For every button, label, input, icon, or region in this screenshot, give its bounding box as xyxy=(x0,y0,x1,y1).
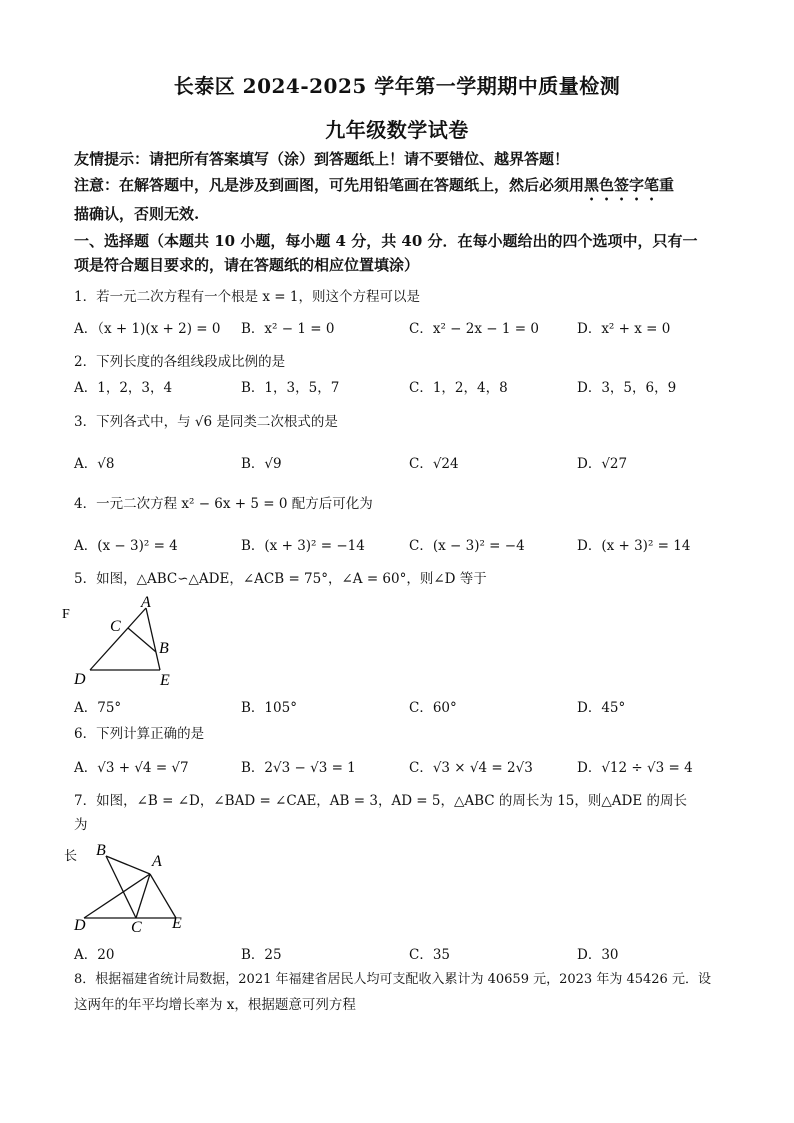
q7-option-c: C．35 xyxy=(409,947,451,963)
q1-option-a: A．（x + 1)(x + 2) = 0 xyxy=(74,321,221,337)
q2-option-d: D．3，5，6，9 xyxy=(577,380,677,396)
figure-q7-triangles xyxy=(60,838,200,934)
q7-option-b: B．25 xyxy=(241,947,282,963)
q5-option-a: A．75° xyxy=(74,700,122,716)
fig7-label-b: B xyxy=(96,842,106,859)
q4-option-c: C．(x − 3)² = −4 xyxy=(409,538,525,554)
q6-option-d: D．√12 ÷ √3 = 4 xyxy=(577,760,693,776)
q5-option-d: D．45° xyxy=(577,700,626,716)
figure-q5-triangles xyxy=(60,592,190,690)
question-1-stem: 1．若一元二次方程有一个根是 x = 1，则这个方程可以是 xyxy=(74,289,420,305)
q1-option-d: D．x² + x = 0 xyxy=(577,321,671,337)
attention-prefix: 注意：在解答题中，凡是涉及到画图，可先用铅笔画在答题纸上，然后必须用 xyxy=(74,176,585,194)
question-2-stem: 2．下列长度的各组线段成比例的是 xyxy=(74,354,286,370)
q5-option-b: B．105° xyxy=(241,700,297,716)
q1-option-c: C．x² − 2x − 1 = 0 xyxy=(409,321,539,337)
question-5-stem: 5．如图，△ABC∽△ADE，∠ACB = 75°，∠A = 60°，则∠D 等于 xyxy=(74,571,487,587)
attention-note xyxy=(74,174,674,204)
page-title: 长泰区 2024-2025 学年第一学期期中质量检测 xyxy=(173,74,621,98)
page-subtitle: 九年级数学试卷 xyxy=(325,118,469,142)
fig5-label-c: C xyxy=(110,618,121,635)
q3-option-d: D．√27 xyxy=(577,456,628,472)
attention-emphasis: 黑色签字笔 xyxy=(584,176,660,194)
q6-option-c: C．√3 × √4 = 2√3 xyxy=(409,760,533,776)
q6-option-a: A．√3 + √4 = √7 xyxy=(74,760,189,776)
q5-option-c: C．60° xyxy=(409,700,457,716)
question-7-stem: 7．如图，∠B = ∠D，∠BAD = ∠CAE，AB = 3，AD = 5，△ABC 的周长为 15，则△ADE 的周长 xyxy=(74,793,687,809)
q4-option-d: D．(x + 3)² = 14 xyxy=(577,538,691,554)
q7-option-d: D．30 xyxy=(577,947,619,963)
fig7-label-c: C xyxy=(131,919,142,934)
fig7-label-a: A xyxy=(152,853,162,870)
q2-option-a: A．1，2，3，4 xyxy=(74,380,173,396)
fig5-label-d: D xyxy=(74,671,86,688)
q3-option-b: B．√9 xyxy=(241,456,282,472)
fig5-label-a: A xyxy=(141,594,151,611)
attention-suffix: 重 xyxy=(659,176,675,194)
fig7-edge-mark: 长 xyxy=(64,848,78,863)
question-8-stem-line2: 这两年的年平均增长率为 x，根据题意可列方程 xyxy=(74,997,356,1013)
q4-option-a: A．(x − 3)² = 4 xyxy=(74,538,178,554)
section1-heading-line2: 项是符合题目要求的，请在答题纸的相应位置填涂） xyxy=(74,256,420,274)
section1-heading: 一、选择题（本题共 10 小题，每小题 4 分，共 40 分．在每小题给出的四个选项中，只有一 xyxy=(74,232,698,250)
question-7-stem-line2: 为 xyxy=(74,817,88,833)
q3-option-c: C．√24 xyxy=(409,456,459,472)
fig5-label-b: B xyxy=(159,640,169,657)
q2-option-b: B．1，3，5，7 xyxy=(241,380,340,396)
fig7-label-d: D xyxy=(74,917,86,934)
attention-note-line2: 描确认，否则无效. xyxy=(74,205,200,223)
question-8-stem: 8．根据福建省统计局数据，2021 年福建省居民人均可支配收入累计为 40659 元，2023 年为 45426 元．设 xyxy=(74,972,711,987)
fig5-label-e: E xyxy=(160,672,170,689)
question-3-stem: 3．下列各式中，与 √6 是同类二次根式的是 xyxy=(74,414,338,430)
q1-option-b: B．x² − 1 = 0 xyxy=(241,321,335,337)
q2-option-c: C．1，2，4，8 xyxy=(409,380,508,396)
q6-option-b: B．2√3 − √3 = 1 xyxy=(241,760,356,776)
q3-option-a: A．√8 xyxy=(74,456,115,472)
question-6-stem: 6．下列计算正确的是 xyxy=(74,726,205,742)
q4-option-b: B．(x + 3)² = −14 xyxy=(241,538,365,554)
fig5-edge-mark: F xyxy=(62,607,70,622)
fig7-label-e: E xyxy=(172,915,182,932)
question-4-stem: 4．一元二次方程 x² − 6x + 5 = 0 配方后可化为 xyxy=(74,496,373,512)
reminder-note: 友情提示：请把所有答案填写（涂）到答题纸上！请不要错位、越界答题！ xyxy=(74,150,570,168)
q7-option-a: A．20 xyxy=(74,947,115,963)
